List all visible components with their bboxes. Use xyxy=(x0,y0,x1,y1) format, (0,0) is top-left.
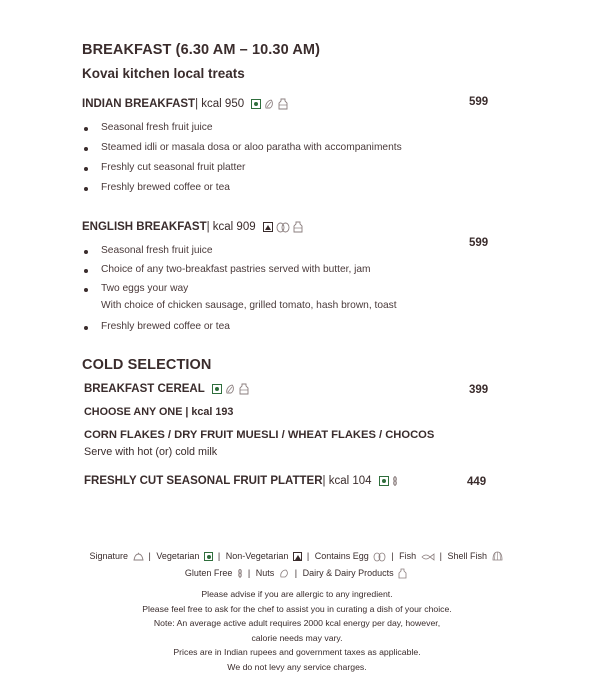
english-breakfast-icons xyxy=(263,221,303,233)
list-item: Freshly cut seasonal fruit platter xyxy=(84,162,402,173)
english-breakfast-kcal: | kcal 909 xyxy=(206,221,256,233)
legend-row-2: Gluten Free | Nuts | Dairy & Dairy Products xyxy=(0,568,594,579)
footer-line: Please advise if you are allergic to any ingredient. xyxy=(201,589,393,599)
nuts-icon xyxy=(225,384,236,395)
nuts-icon xyxy=(279,569,290,579)
two-eggs-label: Two eggs your way xyxy=(101,283,189,294)
indian-breakfast-list xyxy=(84,122,402,193)
fish-icon xyxy=(421,553,435,561)
fruit-platter-price: 449 xyxy=(467,476,487,488)
serve-with-milk: Serve with hot (or) cold milk xyxy=(84,446,218,458)
list-item: Seasonal fresh fruit juice xyxy=(84,122,402,133)
footer-notes xyxy=(0,587,594,674)
breakfast-heading: BREAKFAST (6.30 AM – 10.30 AM) xyxy=(82,42,321,58)
fruit-platter-name: FRESHLY CUT SEASONAL FRUIT PLATTER xyxy=(84,475,323,487)
breakfast-cereal-name: BREAKFAST CEREAL xyxy=(84,383,205,395)
legend-shell-fish: Shell Fish xyxy=(447,551,488,561)
breakfast-cereal-icons xyxy=(212,383,249,395)
english-breakfast-name: ENGLISH BREAKFAST xyxy=(82,221,207,233)
footer-line: Note: An average active adult requires 2000 kcal energy per day, however, xyxy=(153,618,441,628)
list-item: Choice of any two-breakfast pastries served with butter, jam xyxy=(84,264,397,275)
veg-icon xyxy=(212,384,222,394)
english-breakfast-title xyxy=(82,221,303,233)
breakfast-cereal-title xyxy=(84,383,249,395)
egg-icon xyxy=(276,222,290,233)
english-breakfast-list xyxy=(84,245,397,332)
cold-selection-heading: COLD SELECTION xyxy=(82,357,212,373)
legend-contains-egg: Contains Egg xyxy=(314,551,369,561)
gluten-free-icon xyxy=(392,475,398,487)
fruit-platter-icons xyxy=(379,475,398,487)
fruit-platter-kcal: | kcal 104 xyxy=(322,475,372,487)
footer-line: calorie needs may vary. xyxy=(251,632,343,643)
breakfast-subheading: Kovai kitchen local treats xyxy=(82,66,245,81)
english-breakfast-price: 599 xyxy=(469,237,489,249)
list-item: Freshly brewed coffee or tea xyxy=(84,182,402,193)
gluten-free-icon xyxy=(237,568,243,579)
dairy-icon xyxy=(398,568,407,579)
veg-icon xyxy=(251,99,261,109)
legend-dairy: Dairy & Dairy Products xyxy=(302,568,394,578)
veg-icon xyxy=(204,552,213,561)
fruit-platter-title xyxy=(84,475,398,487)
veg-icon xyxy=(379,476,389,486)
list-item xyxy=(84,283,397,311)
indian-breakfast-kcal: | kcal 950 xyxy=(195,98,245,110)
choose-any-one: CHOOSE ANY ONE | kcal 193 xyxy=(84,406,234,418)
legend-row-1: Signature | Vegetarian | Non-Vegetarian | Contains Egg | Fish | Shell Fish xyxy=(0,551,594,562)
list-item: Steamed idli or masala dosa or aloo paratha with accompaniments xyxy=(84,142,402,153)
legend-vegetarian: Vegetarian xyxy=(156,551,200,561)
indian-breakfast-title xyxy=(82,98,288,110)
signature-icon xyxy=(133,552,144,562)
legend-gluten-free: Gluten Free xyxy=(184,568,233,578)
legend-nuts: Nuts xyxy=(255,568,275,578)
egg-icon xyxy=(373,552,386,562)
cereal-options: CORN FLAKES / DRY FRUIT MUESLI / WHEAT FLAKES / CHOCOS xyxy=(84,429,435,441)
legend-signature: Signature xyxy=(89,551,128,561)
dairy-icon xyxy=(239,383,249,395)
legend-fish: Fish xyxy=(399,551,417,561)
legend-non-vegetarian: Non-Vegetarian xyxy=(225,551,289,561)
footer-line: Prices are in Indian rupees and government taxes as applicable. xyxy=(173,647,421,657)
footer-line: Please feel free to ask for the chef to assist you in curating a dish of your choice. xyxy=(142,603,452,614)
indian-breakfast-icons xyxy=(251,98,288,110)
breakfast-cereal-price: 399 xyxy=(469,384,489,396)
dairy-icon xyxy=(278,98,288,110)
list-item: Seasonal fresh fruit juice xyxy=(84,245,397,256)
dairy-icon xyxy=(293,221,303,233)
shell-fish-icon xyxy=(492,551,503,562)
indian-breakfast-price: 599 xyxy=(469,96,489,108)
nonveg-icon xyxy=(263,222,273,232)
two-eggs-detail: With choice of chicken sausage, grilled tomato, hash brown, toast xyxy=(101,300,397,311)
list-item: Freshly brewed coffee or tea xyxy=(84,321,397,332)
footer-line: We do not levy any service charges. xyxy=(227,661,367,672)
nuts-icon xyxy=(264,99,275,110)
nonveg-icon xyxy=(293,552,302,561)
indian-breakfast-name: INDIAN BREAKFAST xyxy=(82,98,196,110)
